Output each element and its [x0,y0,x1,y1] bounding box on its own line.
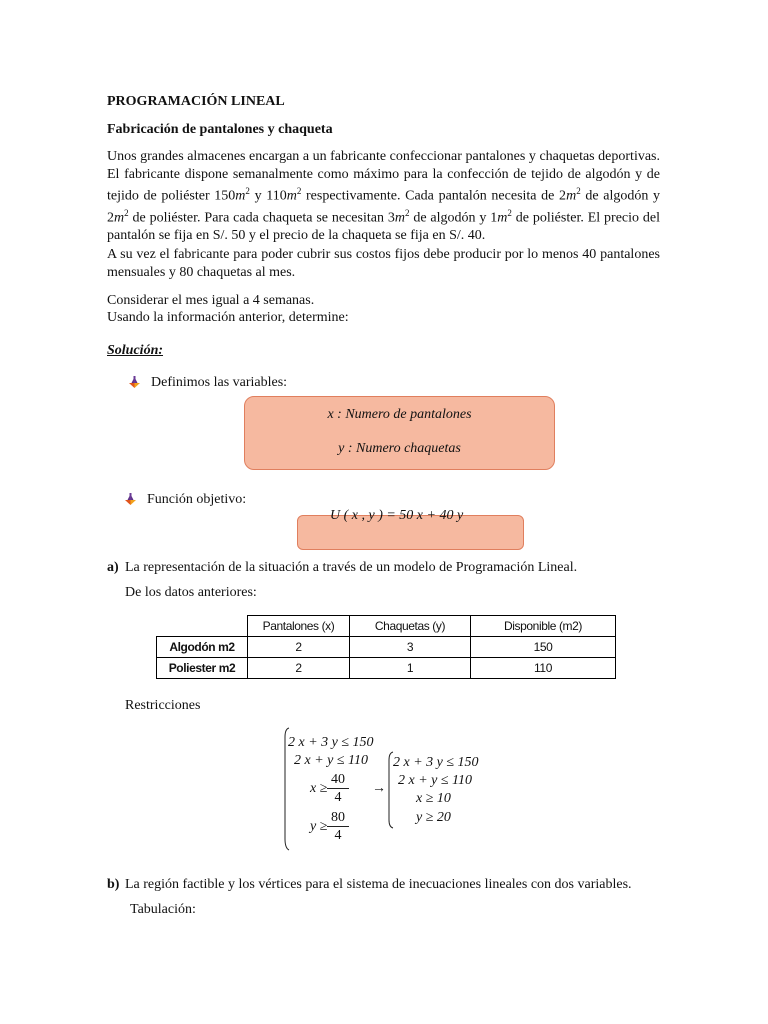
left-constraint-4-prefix: y ≥ [310,819,328,834]
document-title: PROGRAMACIÓN LINEAL [107,94,285,109]
arrow-icon: → [372,781,386,796]
header-chaquetas: Chaquetas (y) [350,616,471,637]
cell-value: 2 [248,637,350,658]
bullet-variables-label: Definimos las variables: [151,375,288,390]
cell-value: 3 [350,637,471,658]
arrow-bullet-icon [128,376,141,389]
left-fraction-80-over-4: $\frac{80}{4}$ [327,810,349,844]
cell-value: 1 [350,658,471,679]
cell-value: 110 [471,658,616,679]
variable-y-definition: y : Numero chaquetas [338,441,461,456]
left-constraint-2: 2 x + y ≤ 110 [294,753,369,768]
objective-function: U ( x , y ) = 50 x + 40 y [330,508,464,523]
restricciones-label: Restricciones [125,698,201,713]
right-constraint-2: 2 x + y ≤ 110 [398,773,473,788]
variable-x-definition: x : Numero de pantalones [327,407,472,422]
cell-value: 2 [248,658,350,679]
row-label-poliester: Poliester m2 [157,658,248,679]
part-b-subtext: Tabulación: [130,902,196,917]
cell-value: 150 [471,637,616,658]
row-label-algodon: Algodón m2 [157,637,248,658]
part-b-label: b) [107,877,120,892]
header-disponible: Disponible (m2) [471,616,616,637]
part-a-text: La representación de la situación a través de un modelo de Programación Lineal. [125,560,578,575]
bullet-objective-label: Función objetivo: [147,492,247,507]
data-table [156,615,616,679]
part-a-label: a) [107,560,119,575]
table-row [157,658,616,679]
solution-heading: Solución: [107,343,164,358]
instruction-text: Usando la información anterior, determine: [107,310,349,325]
month-note: Considerar el mes igual a 4 semanas. [107,293,315,308]
header-pantalones: Pantalones (x) [248,616,350,637]
table-header-row [157,616,616,637]
part-a-subtext: De los datos anteriores: [125,585,257,600]
part-b-text: La región factible y los vértices para el sistema de inecuaciones lineales con dos variables. [125,877,632,892]
right-constraint-3: x ≥ 10 [416,791,451,806]
table-corner-cell [157,616,248,637]
constraint-paragraph: A su vez el fabricante para poder cubrir sus costos fijos debe producir por lo menos 40 pantalones mensuales y 80 chaquetas al mes. [107,247,660,280]
table-row [157,637,616,658]
left-constraint-1: 2 x + 3 y ≤ 150 [288,735,374,750]
problem-paragraph: Unos grandes almacenes encargan a un fabricante confeccionar pantalones y chaquetas deportivas. El fabricante dispone semanalmente como máximo para la confección de tejido de algodón y de tejido de poliéster $150m^2$ y $110m^2$ respectivamente. Cada pantalón necesita de $2m^2$ de algodón y $2m^2$ de poliéster. Para cada chaqueta se necesitan $3m^2$ de algodón y $1m^2$ de poliéster. El precio del pantalón se fija en S/. 50 y el precio de la chaqueta se fija en S/. 40. [107,149,660,244]
left-fraction-40-over-4: $\frac{40}{4}$ [327,772,349,806]
right-constraint-1: 2 x + 3 y ≤ 150 [393,755,479,770]
section-subtitle: Fabricación de pantalones y chaqueta [107,122,333,137]
left-constraint-3-prefix: x ≥ [310,781,328,796]
variables-box [244,396,555,470]
right-constraint-4: y ≥ 20 [416,810,451,825]
arrow-bullet-icon [124,493,137,506]
